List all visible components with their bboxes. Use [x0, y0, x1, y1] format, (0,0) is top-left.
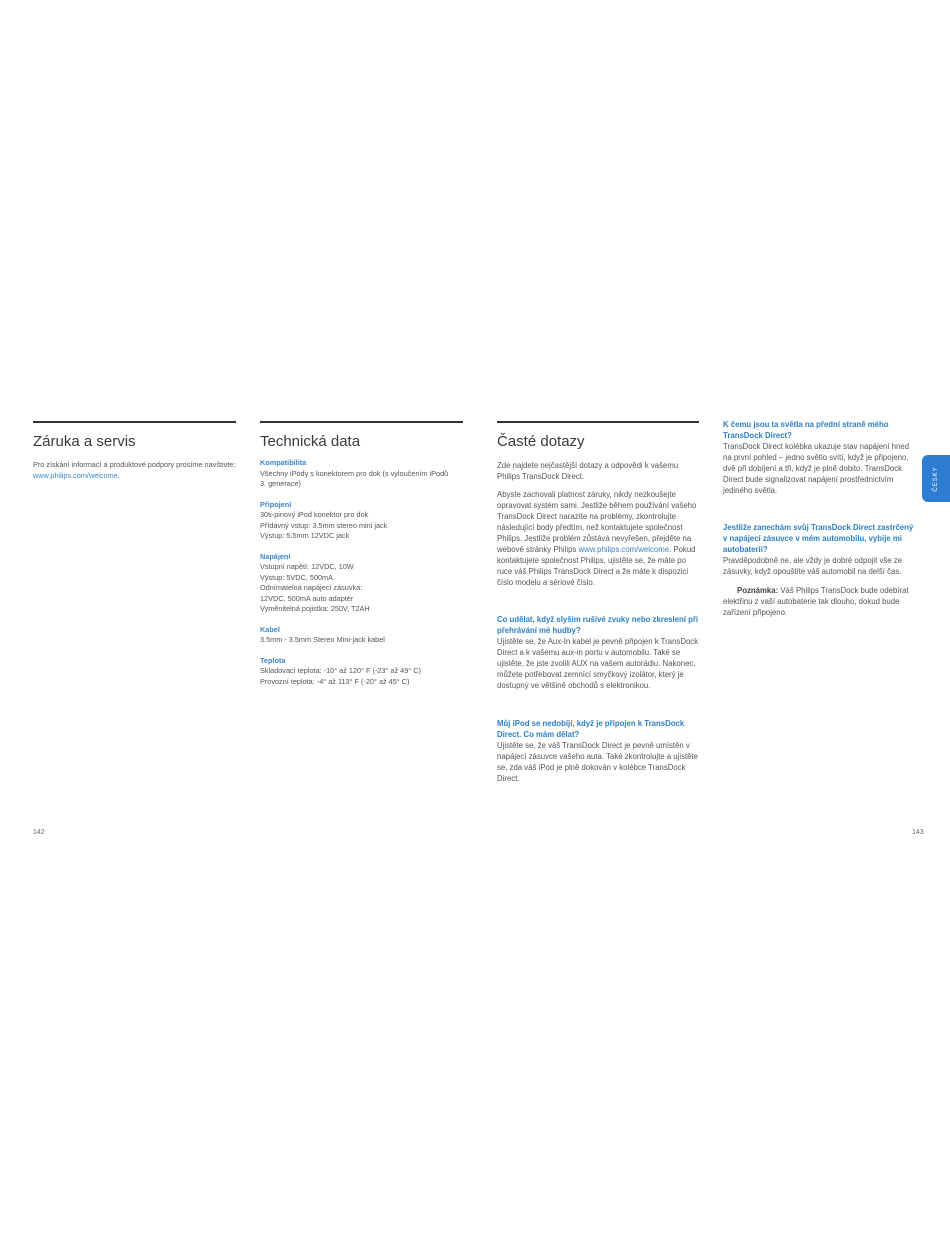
page-number-right: 143 [912, 829, 924, 836]
faq-question-noise: Co udělat, když slyším rušivé zvuky nebo zkreslení při přehrávání mé hudby? [497, 615, 699, 635]
faq-answer-battery: Pravděpodobně ne, ale vždy je dobré odpojit vše ze zásuvky, když opouštíte váš automobil na delší čas. [723, 556, 903, 576]
spec-line: 30ti-pinový iPod konektor pro dok [260, 510, 369, 519]
faq-column-continued [723, 419, 915, 618]
spec-line: Všechny iPody s konektorem pro dok (s vyloučením iPodů [260, 468, 449, 478]
spec-label: Kabel [260, 624, 280, 634]
warranty-text [33, 460, 236, 481]
page-number-left: 142 [33, 829, 45, 836]
faq-note [723, 585, 915, 618]
spec-line: Výstup: 5.5mm 12VDC jack [260, 531, 350, 540]
note-label: Poznámka: [737, 586, 779, 595]
spec-line: Vyměnitelná pojistka: 250V, T2AH [260, 604, 370, 613]
spec-line: Přídavný vstup: 3.5mm stereo mini jack [260, 520, 388, 530]
faq-answer-lights: TransDock Direct kolébka ukazuje stav napájení hned na první pohled – jedno světlo svítí, když je připojeno, dvě při dobíjení a tři, když je plně dobito. TransDock Direct bude signalizovat napájení prostřednictvím jediného světla. [723, 442, 910, 495]
language-tab[interactable] [922, 455, 950, 502]
spec-label: Kompatibilita [260, 458, 307, 467]
tech-section-temperature [260, 656, 463, 688]
warranty-text-end: . [117, 470, 120, 480]
faq-column [497, 421, 699, 784]
faq-paragraph-text: Abyste zachovali platnost záruky, nikdy nezkoušejte opravovat systém sami. Jestliže během používání vašeho TransDock Direct narazíte na problémy, zkontrolujte následující body předtím, než kontaktujete společnost Philips. Jestliže problém zůstává nevyřešen, přejděte na webové stránky Philips [497, 490, 697, 554]
faq-question-lights: K čemu jsou ta světla na přední straně mého TransDock Direct? [723, 420, 889, 440]
language-tab-label: ČESKY [933, 465, 939, 492]
tech-section-connections [260, 500, 463, 542]
spec-line: 3.5mm - 3.5mm Stereo Mini-jack kabel [260, 635, 385, 644]
spec-line: Výstup: 5VDC, 500mA [260, 572, 334, 582]
warranty-text-start: Pro získání informací a produktové podpory prosíme navštivte: [33, 460, 236, 469]
faq-paragraph-text: . Pokud kontaktujete společnost Philips, ujistěte se, že máte po ruce váš Philips TransDock Direct a že máte k dispozici číslo modelu a sériové číslo. [497, 545, 696, 587]
faq-question-battery: Jestliže zanechám svůj TransDock Direct zastrčený v napájecí zásuvce v mém automobilu, vybije mi autobaterii? [723, 523, 914, 554]
philips-link[interactable]: www.philips.com/welcome [33, 470, 118, 480]
warranty-title: Záruka a servis [33, 433, 136, 450]
tech-column [260, 421, 463, 687]
warranty-column [33, 421, 236, 481]
spec-line: Provozní teplota: -4° až 113° F (-20° až 45° C) [260, 676, 410, 686]
tech-sections [260, 458, 463, 687]
spec-line: 3. generace) [260, 479, 301, 488]
spec-line: Skladovací teplota: -10° až 120° F (-23° až 49° C) [260, 666, 421, 675]
tech-title: Technická data [260, 433, 361, 450]
faq-intro: Zde najdete nejčastější dotazy a odpovědi k vašemu Philips TransDock Direct. [497, 461, 679, 481]
faq-answer-noise: Ujistěte se, že Aux-In kabel je pevně připojen k TransDock Direct a k vašemu aux-in portu v automobilu. Také se ujistěte, že jste zvolili AUX na vašem autorádiu. Nakonec, můžete potřebovat zemnící smyčkový izolátor, který je dostupný ve většině obchodů s elektronikou. [497, 637, 699, 690]
tech-section-compat [260, 458, 463, 490]
philips-link[interactable]: www.philips.com/welcome [578, 545, 670, 554]
spec-label: Napájení [260, 551, 291, 561]
spec-line: Vstupní napětí: 12VDC, 10W [260, 562, 354, 571]
spec-label: Připojení [260, 499, 292, 509]
tech-section-cable [260, 625, 463, 646]
faq-answer-charging: Ujistěte se, že váš TransDock Direct je pevně umístěn v napájecí zásuvce vašeho auta. Také zkontrolujte a ujistěte se, zda váš iPod je plně dokován v kolébce TransDock Direct. [497, 741, 698, 783]
faq-paragraph [497, 489, 699, 588]
faq-title: Časté dotazy [497, 433, 585, 450]
note-text: Váš Philips TransDock bude odebírat elektřinu z vaší autobaterie tak dlouho, dokud bude zařízení připojeno. [723, 586, 909, 617]
tech-section-power [260, 552, 463, 615]
spec-line: Odnímatelná napájecí zásuvka: [260, 583, 363, 592]
spec-label: Teplota [260, 655, 286, 665]
spec-line: 12VDC, 500mA auto adaptér [260, 593, 354, 603]
faq-question-charging: Můj iPod se nedobíjí, když je připojen k TransDock Direct. Co mám dělat? [497, 719, 685, 739]
